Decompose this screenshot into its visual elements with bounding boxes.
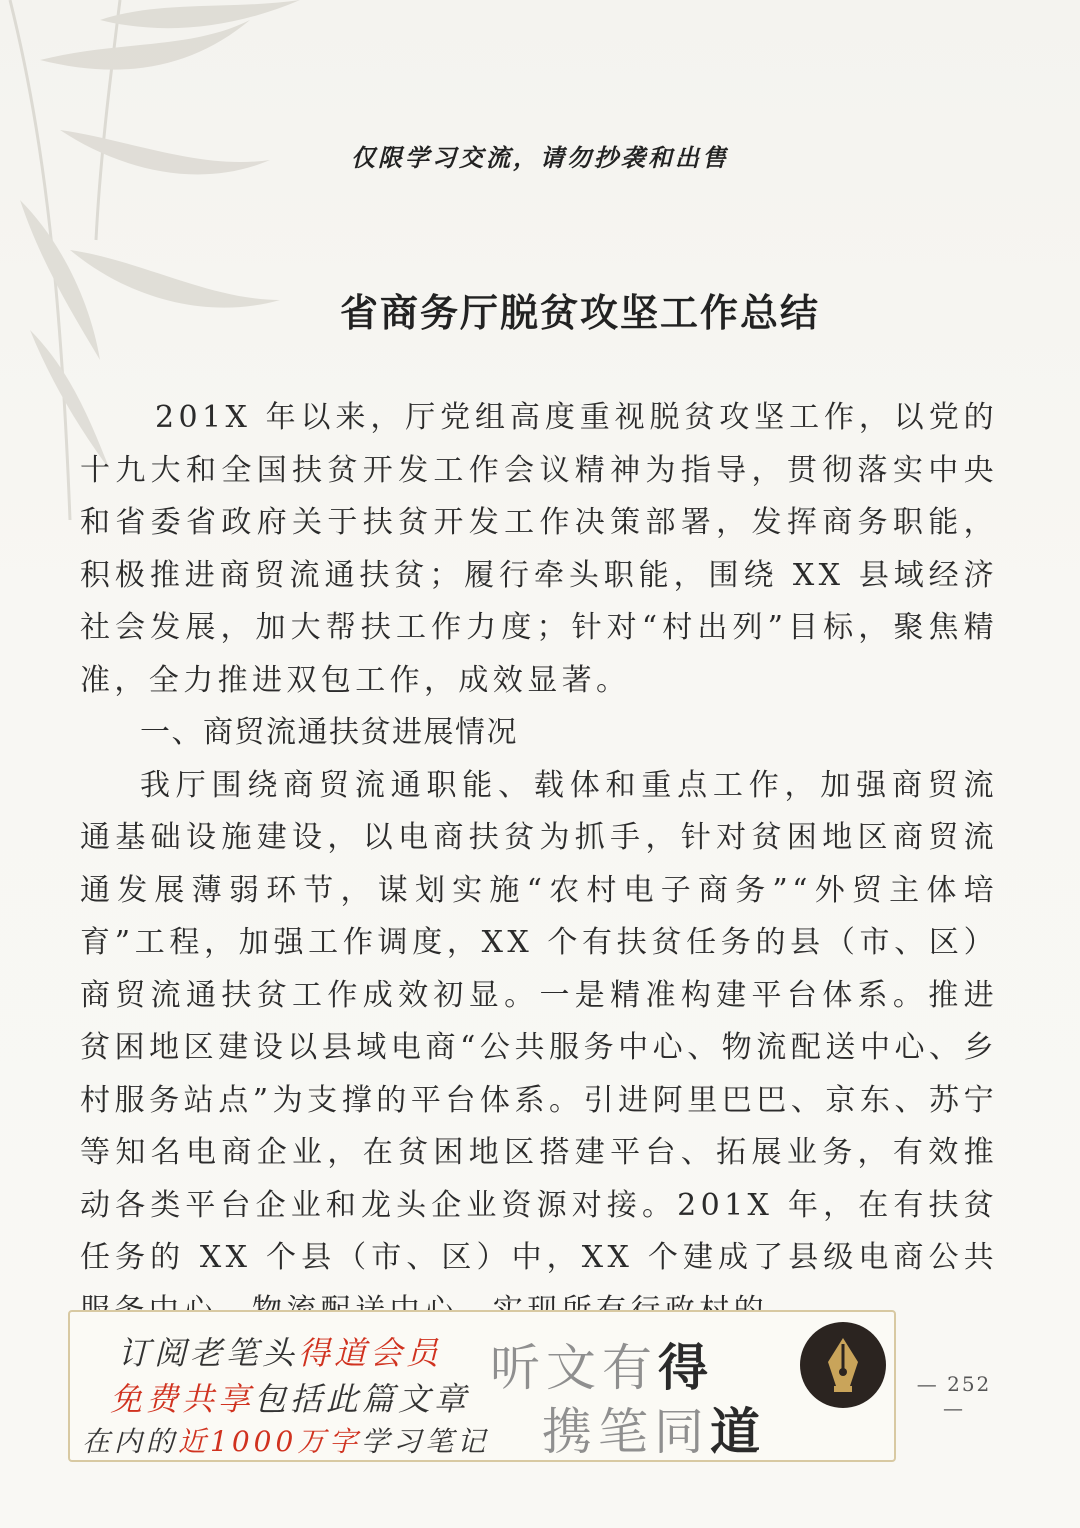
- banner-line-1: [118, 1328, 442, 1374]
- brand-slogan-1: [490, 1328, 714, 1400]
- intro-paragraph: 201X 年以来，厅党组高度重视脱贫攻坚工作，以党的十九大和全国扶贫开发工作会议精神为指导，贯彻落实中央和省委省政府关于扶贫开发工作决策部署，发挥商务职能，积极推进商贸流通扶贫；履行牵头职能，围绕 XX 县域经济社会发展，加大帮扶工作力度；针对“村出列”目标，聚焦精准，全力推进双包工作，成效显著。: [80, 400, 998, 698]
- brand-text: 听文有: [490, 1339, 658, 1397]
- brand-slogan-2: [542, 1392, 766, 1464]
- banner-line-2: [110, 1374, 470, 1420]
- brand-text-emphasis: 得: [658, 1339, 714, 1397]
- banner-text: 包括此篇文章: [254, 1380, 471, 1418]
- brand-text-emphasis: 道: [710, 1403, 766, 1461]
- document-title: 省商务厅脱贫攻坚工作总结: [339, 291, 820, 335]
- pen-nib-icon[interactable]: [800, 1322, 886, 1408]
- membership-banner[interactable]: [68, 1310, 896, 1462]
- banner-highlight: 得道会员: [298, 1334, 443, 1372]
- copyright-notice: 仅限学习交流，请勿抄袭和出售: [351, 143, 729, 172]
- banner-text: 在内的: [82, 1425, 179, 1458]
- page-number: — 252 —: [916, 1372, 992, 1420]
- section-paragraph: 我厅围绕商贸流通职能、载体和重点工作，加强商贸流通基础设施建设，以电商扶贫为抓手，针对贫困地区商贸流通发展薄弱环节，谋划实施“农村电子商务”“外贸主体培育”工程，加强工作调度，XX 个有扶贫任务的县（市、区）商贸流通扶贫工作成效初显。一是精准构建平台体系。推进贫困地区建设以县域电商“公共服务中心、物流配送中心、乡村服务站点”为支撑的平台体系。引进阿里巴巴、京东、苏宁等知名电商企业，在贫困地区搭建平台、拓展业务，有效推动各类平台企业和龙头企业资源对接。201X 年，在有扶贫任务的 XX 个县（市、区）中，XX 个建成了县级电商公共: [80, 767, 998, 1275]
- banner-highlight: 免费共享: [110, 1380, 255, 1418]
- section-heading: 一、商贸流通扶贫进展情况: [140, 715, 518, 750]
- document-body: [80, 392, 998, 1337]
- banner-text: 订阅老笔头: [118, 1334, 299, 1372]
- banner-text: 学习笔记: [361, 1425, 490, 1458]
- banner-highlight: 近1000万字: [178, 1425, 362, 1458]
- banner-line-3: [82, 1420, 489, 1460]
- brand-text: 携笔同: [542, 1403, 710, 1461]
